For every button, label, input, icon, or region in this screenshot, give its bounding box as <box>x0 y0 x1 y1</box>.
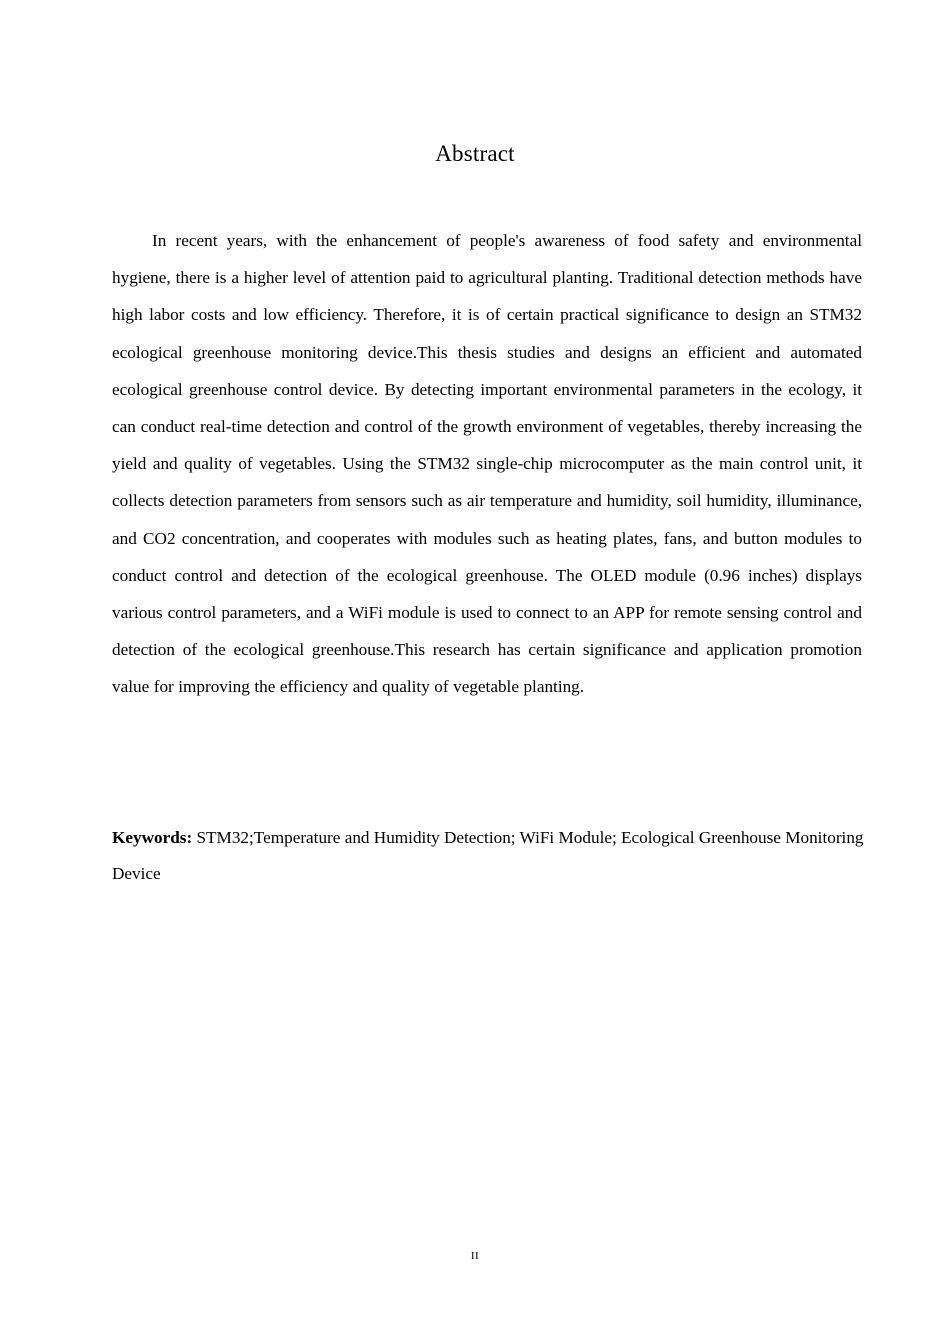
page-number: II <box>470 1250 480 1262</box>
keywords-value: STM32;Temperature and Humidity Detection; WiFi Module; Ecological Greenhouse Monitoring Device <box>112 828 864 883</box>
abstract-body <box>112 222 862 706</box>
keywords-line <box>112 820 864 892</box>
page-footer <box>0 1246 950 1264</box>
abstract-paragraph: In recent years, with the enhancement of people's awareness of food safety and environmental hygiene, there is a higher level of attention paid to agricultural planting. Traditional detection methods have high labor costs and low efficiency. Therefore, it is of certain practical significance to design an STM32 ecological greenhouse monitoring device.This thesis studies and designs an efficient and automated ecological greenhouse control device. By detecting important environmental parameters in the ecology, it can conduct real-time detection and control of the growth environment of vegetables, thereby increasing the yield and quality of vegetables. Using the STM32 single-chip microcomputer as the main control unit, it collects detection parameters from sensors such as air temperature and humidity, soil humidity, illuminance, and CO2 concentration, and cooperates with modules such as heating plates, fans, and button modules to conduct control and detection of the ecological greenhouse. The OLED module (0.96 inches) displays various control parameters, and a WiFi module is used to connect to an APP for remote sensing control and detection of the ecological greenhouse.This research has certain significance and application promotion value for improving the efficiency and quality of vegetable planting. <box>112 231 862 697</box>
keywords-section <box>112 820 864 892</box>
keywords-label: Keywords: <box>112 828 193 847</box>
page-title: Abstract <box>435 141 515 167</box>
